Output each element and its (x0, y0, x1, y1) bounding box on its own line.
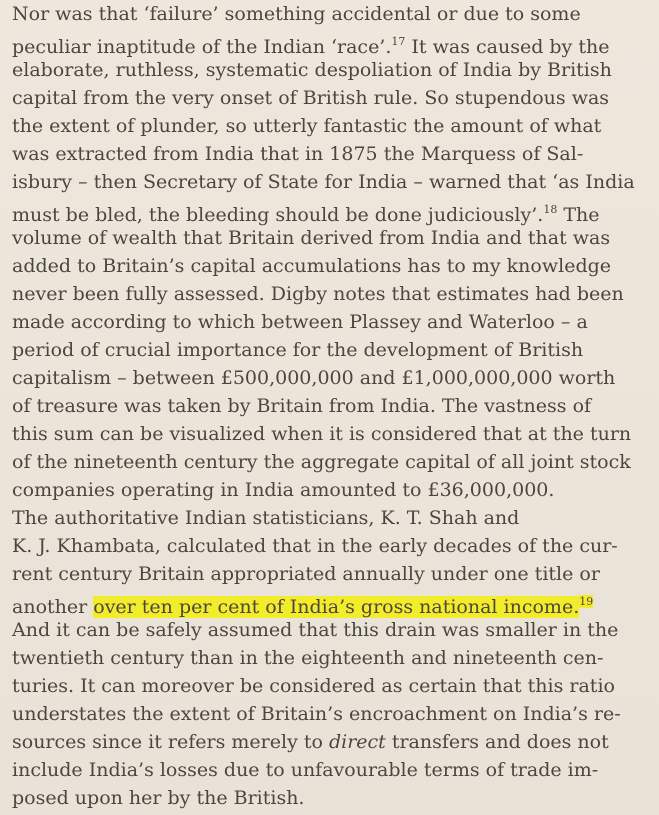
text-line (12, 476, 652, 504)
line-text: The authoritative Indian statisticians, K. T. Shah and (12, 507, 520, 529)
text-line (12, 224, 652, 252)
text-line (12, 280, 652, 308)
line-text: posed upon her by the British. (12, 787, 305, 809)
line-text: Nor was that ‘failure’ something accidental or due to some (12, 3, 581, 25)
line-text: peculiar inaptitude of the Indian ‘race’. (12, 36, 392, 58)
text-line (12, 336, 652, 364)
line-text: this sum can be visualized when it is considered that at the turn (12, 423, 632, 445)
text-line (12, 756, 652, 784)
text-line (12, 588, 652, 616)
line-text: never been fully assessed. Digby notes that estimates had been (12, 283, 624, 305)
line-text: capitalism – between £500,000,000 and £1,000,000,000 worth (12, 367, 616, 389)
line-text: include India’s losses due to unfavourable terms of trade im- (12, 759, 599, 781)
line-text: understates the extent of Britain’s encroachment on India’s re- (12, 703, 621, 725)
line-text: transfers and does not (385, 731, 609, 753)
text-line (12, 420, 652, 448)
text-line (12, 168, 652, 196)
text-line (12, 616, 652, 644)
text-line (12, 672, 652, 700)
text-line (12, 784, 652, 812)
emphasized-text: direct (328, 731, 386, 753)
text-line (12, 560, 652, 588)
text-line (12, 700, 652, 728)
line-text: sources since it refers merely to (12, 731, 329, 753)
footnote-ref: 17 (391, 35, 406, 48)
line-text: period of crucial importance for the development of British (12, 339, 584, 361)
footnote-ref: 19 (579, 595, 594, 608)
footnote-ref: 18 (543, 203, 558, 216)
text-line (12, 728, 652, 756)
text-line (12, 644, 652, 672)
line-text: capital from the very onset of British rule. So stupendous was (12, 87, 610, 109)
text-line (12, 504, 652, 532)
line-text: turies. It can moreover be considered as certain that this ratio (12, 675, 615, 697)
line-text: the extent of plunder, so utterly fantastic the amount of what (12, 115, 602, 137)
text-line (12, 112, 652, 140)
line-text: made according to which between Plassey and Waterloo – a (12, 311, 588, 333)
text-line (12, 28, 652, 56)
text-line (12, 448, 652, 476)
line-text: isbury – then Secretary of State for India – warned that ‘as India (12, 171, 635, 193)
line-text: another (12, 596, 94, 618)
highlighted-text: over ten per cent of India’s gross national income. (93, 596, 580, 618)
text-line (12, 140, 652, 168)
text-line (12, 84, 652, 112)
line-text: It was caused by the (405, 36, 610, 58)
line-text: companies operating in India amounted to £36,000,000. (12, 479, 555, 501)
text-line (12, 364, 652, 392)
text-line (12, 532, 652, 560)
line-text: added to Britain’s capital accumulations has to my knowledge (12, 255, 612, 277)
line-text: of treasure was taken by Britain from India. The vastness of (12, 395, 592, 417)
line-text: The (557, 204, 600, 226)
text-line (12, 308, 652, 336)
text-line (12, 252, 652, 280)
line-text: volume of wealth that Britain derived from India and that was (12, 227, 611, 249)
line-text: K. J. Khambata, calculated that in the early decades of the cur- (12, 535, 618, 557)
text-line (12, 0, 652, 28)
line-text: was extracted from India that in 1875 the Marquess of Sal- (12, 143, 584, 165)
line-text: And it can be safely assumed that this drain was smaller in the (12, 619, 619, 641)
line-text: rent century Britain appropriated annually under one title or (12, 563, 600, 585)
text-line (12, 56, 652, 84)
line-text: must be bled, the bleeding should be done judiciously’. (12, 204, 544, 226)
line-text: elaborate, ruthless, systematic despoliation of India by British (12, 59, 612, 81)
line-text: twentieth century than in the eighteenth and nineteenth cen- (12, 647, 604, 669)
text-line (12, 392, 652, 420)
text-line (12, 196, 652, 224)
line-text: of the nineteenth century the aggregate capital of all joint stock (12, 451, 631, 473)
